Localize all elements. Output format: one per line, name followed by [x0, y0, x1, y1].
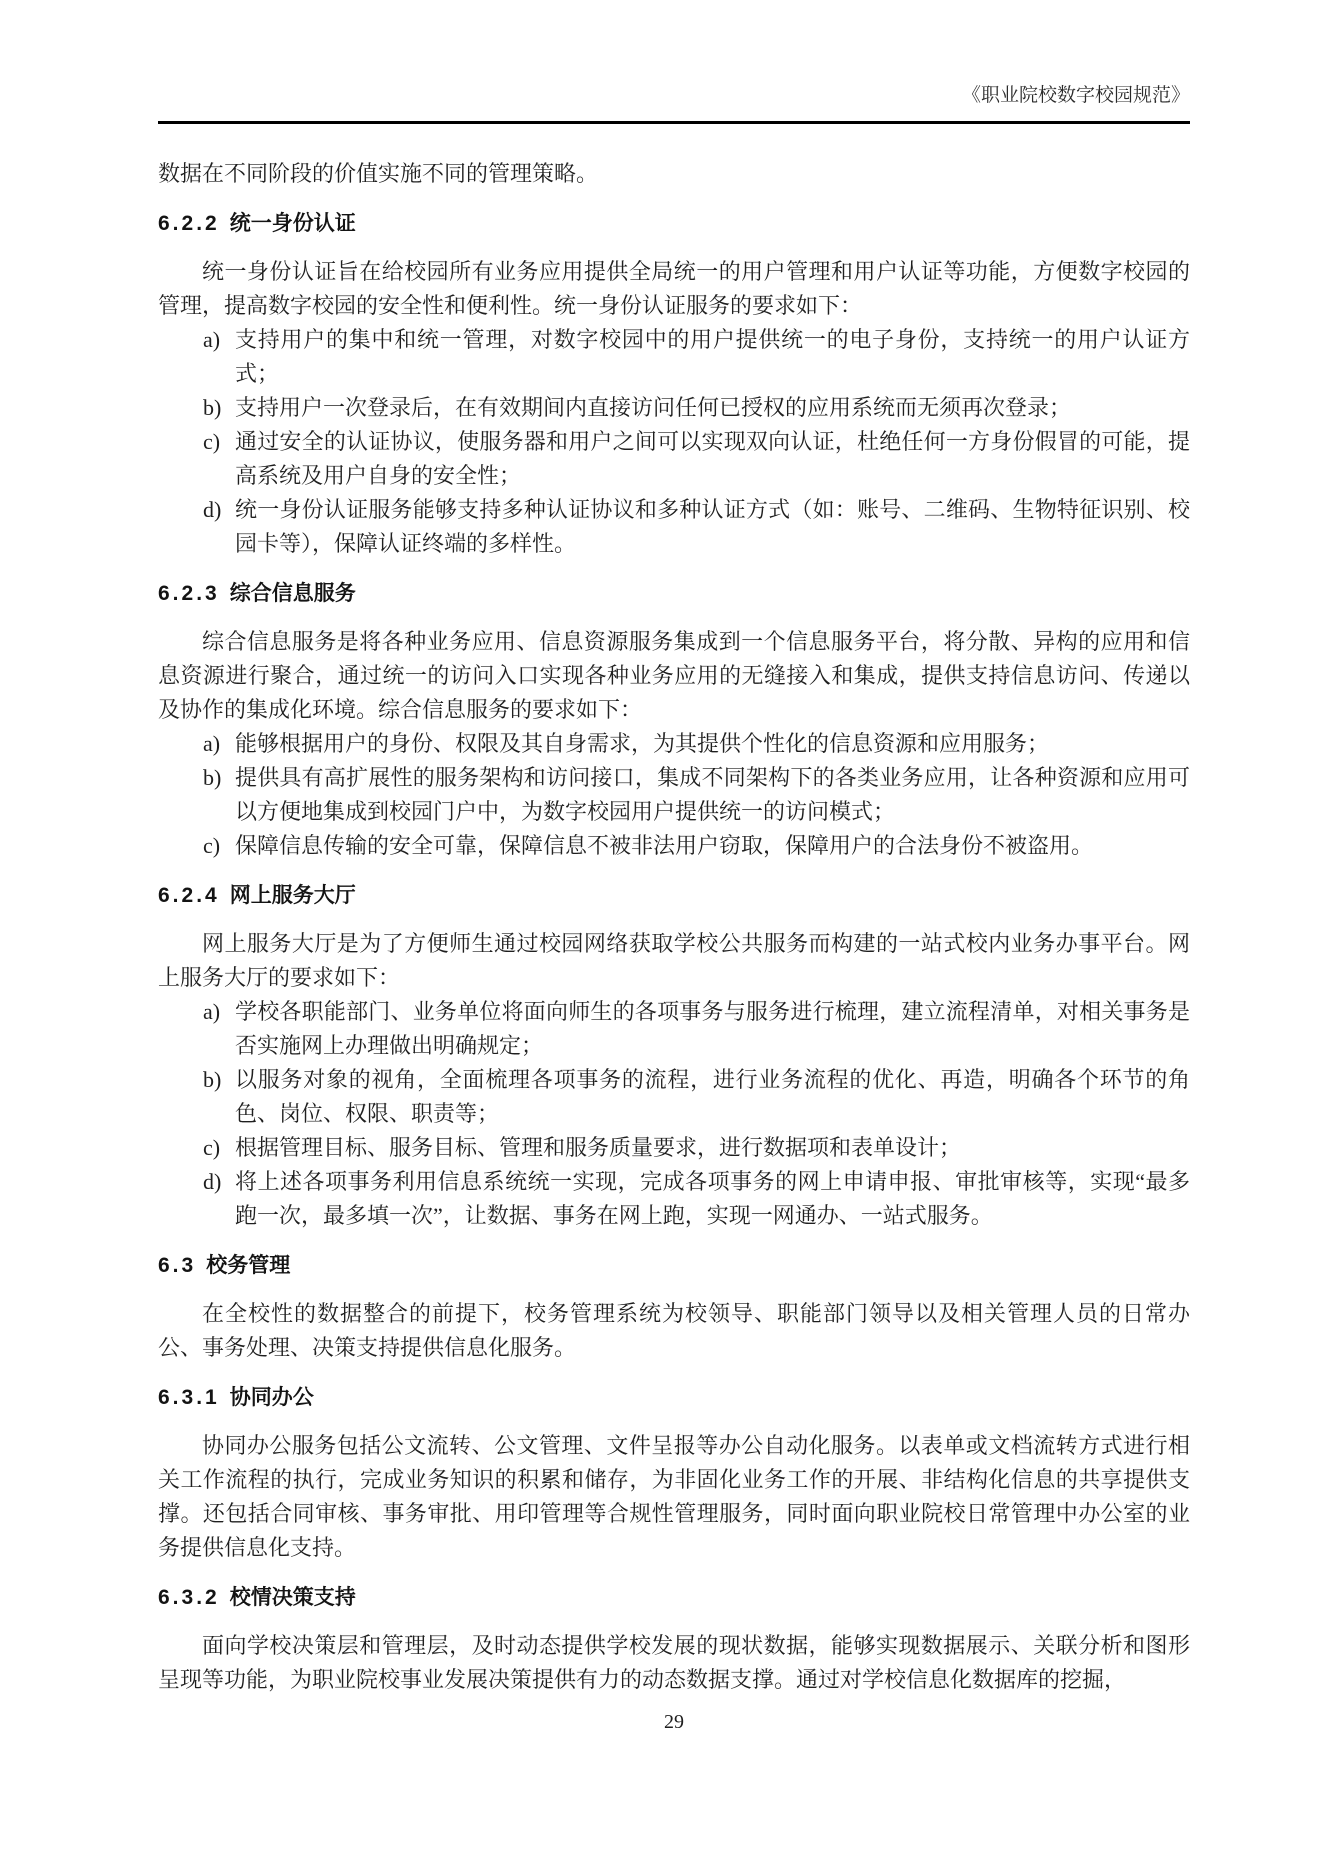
list-marker: b): [203, 765, 222, 790]
list-item: [158, 727, 1190, 761]
section-6-2-3: [158, 577, 1190, 863]
section-number: 6.3.1: [158, 1386, 220, 1409]
list-item: [158, 1165, 1190, 1233]
list-item: [158, 1131, 1190, 1165]
list-item: [158, 391, 1190, 425]
section-number: 6.2.4: [158, 884, 220, 907]
section-number: 6.2.3: [158, 582, 220, 605]
list-item-text: 支持用户一次登录后，在有效期间内直接访问任何已授权的应用系统而无须再次登录；: [235, 395, 1072, 420]
list-marker: c): [203, 1135, 221, 1160]
list-marker: a): [203, 999, 221, 1024]
list-marker: a): [203, 327, 221, 352]
section-paragraph: 在全校性的数据整合的前提下，校务管理系统为校领导、职能部门领导以及相关管理人员的日常办公、事务处理、决策支持提供信息化服务。: [158, 1301, 1190, 1360]
list-item-text: 能够根据用户的身份、权限及其自身需求，为其提供个性化的信息资源和应用服务；: [235, 731, 1050, 756]
section-heading: [158, 1581, 1190, 1615]
section-number: 6.3: [158, 1254, 197, 1277]
section-paragraph: 网上服务大厅是为了方便师生通过校园网络获取学校公共服务而构建的一站式校内业务办事平台。网上服务大厅的要求如下：: [158, 931, 1190, 990]
section-heading: [158, 1381, 1190, 1415]
section-6-2-4: [158, 879, 1190, 1233]
list-marker: d): [203, 497, 222, 522]
running-head-title: 《职业院校数字校园规范》: [961, 85, 1190, 106]
requirement-list: [158, 727, 1190, 863]
section-6-3-2: [158, 1581, 1190, 1697]
section-title: 统一身份认证: [229, 212, 356, 235]
list-item-text: 将上述各项事务利用信息系统统一实现，完成各项事务的网上申请申报、审批审核等，实现“最多跑一次，最多填一次”，让数据、事务在网上跑，实现一网通办、一站式服务。: [235, 1169, 1190, 1228]
section-heading: [158, 1249, 1190, 1283]
section-title: 综合信息服务: [229, 582, 356, 605]
list-item: [158, 1063, 1190, 1131]
list-item: [158, 829, 1190, 863]
list-item-text: 以服务对象的视角，全面梳理各项事务的流程，进行业务流程的优化、再造，明确各个环节的角色、岗位、权限、职责等；: [235, 1067, 1190, 1126]
section-title: 网上服务大厅: [229, 884, 356, 907]
section-paragraph: 综合信息服务是将各种业务应用、信息资源服务集成到一个信息服务平台，将分散、异构的应用和信息资源进行聚合，通过统一的访问入口实现各种业务应用的无缝接入和集成，提供支持信息访问、传递以及协作的集成化环境。综合信息服务的要求如下：: [158, 629, 1190, 722]
section-paragraph: 面向学校决策层和管理层，及时动态提供学校发展的现状数据，能够实现数据展示、关联分析和图形呈现等功能，为职业院校事业发展决策提供有力的动态数据支撑。通过对学校信息化数据库的挖掘，: [158, 1633, 1190, 1692]
section-title: 校情决策支持: [229, 1586, 356, 1609]
list-marker: c): [203, 833, 221, 858]
list-marker: c): [203, 429, 221, 454]
page-number: 29: [664, 1711, 684, 1733]
list-item-text: 统一身份认证服务能够支持多种认证协议和多种认证方式（如：账号、二维码、生物特征识别、校园卡等），保障认证终端的多样性。: [235, 497, 1190, 556]
list-marker: d): [203, 1169, 222, 1194]
section-paragraph: 统一身份认证旨在给校园所有业务应用提供全局统一的用户管理和用户认证等功能，方便数字校园的管理，提高数字校园的安全性和便利性。统一身份认证服务的要求如下：: [158, 259, 1190, 318]
list-item: [158, 995, 1190, 1063]
list-marker: b): [203, 395, 222, 420]
list-item-text: 根据管理目标、服务目标、管理和服务质量要求，进行数据项和表单设计；: [235, 1135, 962, 1160]
list-item: [158, 425, 1190, 493]
section-number: 6.2.2: [158, 212, 220, 235]
list-item-text: 保障信息传输的安全可靠，保障信息不被非法用户窃取，保障用户的合法身份不被盗用。: [235, 833, 1094, 858]
list-item: [158, 761, 1190, 829]
intro-paragraph: 数据在不同阶段的价值实施不同的管理策略。: [158, 161, 599, 186]
section-heading: [158, 879, 1190, 913]
page-content: [158, 84, 1190, 1697]
section-title: 协同办公: [229, 1386, 314, 1409]
section-6-3: [158, 1249, 1190, 1365]
list-item-text: 通过安全的认证协议，使服务器和用户之间可以实现双向认证，杜绝任何一方身份假冒的可能，提高系统及用户自身的安全性；: [235, 429, 1190, 488]
section-number: 6.3.2: [158, 1586, 220, 1609]
list-marker: a): [203, 731, 221, 756]
list-item-text: 支持用户的集中和统一管理，对数字校园中的用户提供统一的电子身份，支持统一的用户认证方式；: [235, 327, 1190, 386]
section-paragraph: 协同办公服务包括公文流转、公文管理、文件呈报等办公自动化服务。以表单或文档流转方式进行相关工作流程的执行，完成业务知识的积累和储存，为非固化业务工作的开展、非结构化信息的共享提供支撑。还包括合同审核、事务审批、用印管理等合规性管理服务，同时面向职业院校日常管理中办公室的业务提供信息化支持。: [158, 1433, 1190, 1560]
section-heading: [158, 577, 1190, 611]
list-marker: b): [203, 1067, 222, 1092]
list-item: [158, 493, 1190, 561]
list-item-text: 学校各职能部门、业务单位将面向师生的各项事务与服务进行梳理，建立流程清单，对相关事务是否实施网上办理做出明确规定；: [235, 999, 1190, 1058]
requirement-list: [158, 323, 1190, 561]
header-rule: [158, 121, 1190, 124]
section-heading: [158, 207, 1190, 241]
page-header: [158, 84, 1190, 124]
section-6-2-2: [158, 207, 1190, 561]
section-title: 校务管理: [206, 1254, 291, 1277]
list-item: [158, 323, 1190, 391]
requirement-list: [158, 995, 1190, 1233]
section-6-3-1: [158, 1381, 1190, 1565]
list-item-text: 提供具有高扩展性的服务架构和访问接口，集成不同架构下的各类业务应用，让各种资源和应用可以方便地集成到校园门户中，为数字校园用户提供统一的访问模式；: [235, 765, 1190, 824]
